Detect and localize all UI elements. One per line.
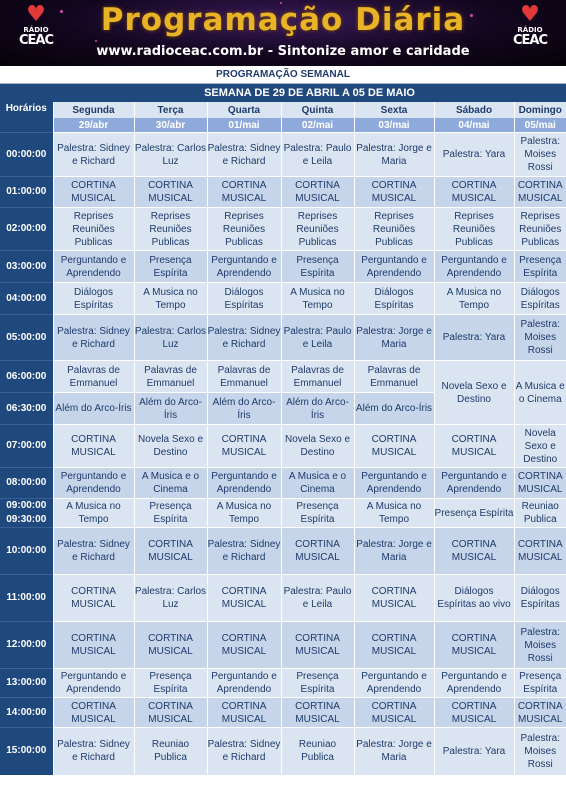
program-cell: Perguntando e Aprendendo [53,251,134,283]
program-cell: Diálogos Espíritas [354,283,434,315]
program-cell: Diálogos Espíritas [514,283,566,315]
program-cell: Palestra: Sidney e Richard [53,528,134,575]
program-cell: A Musica no Tempo [354,499,434,528]
program-cell: Reuniao Publica [514,499,566,528]
program-cell: A Musica no Tempo [281,283,354,315]
day-header: Domingo [514,102,566,118]
radio-logo-left: ♥ RÁDIO CEAC [16,4,56,62]
schedule-row [0,283,566,315]
program-cell: Palestra: Sidney e Richard [207,133,281,177]
program-cell: Palestra: Sidney e Richard [207,728,281,775]
time-label: 02:00:00 [6,223,47,234]
program-cell: Presença Espírita [134,251,207,283]
program-cell: Diálogos Espíritas [53,283,134,315]
time-slot [0,669,53,698]
time-slot [0,393,53,425]
program-cell: Perguntando e Aprendendo [207,251,281,283]
program-cell: Palestra: Carlos Luz [134,575,207,622]
program-cell: Palavras de Emmanuel [354,361,434,393]
program-cell: Perguntando e Aprendendo [354,468,434,499]
schedule-row [0,468,566,499]
header-banner [0,0,566,66]
schedule-row [0,528,566,575]
date-header: 05/mai [514,118,566,133]
program-cell: Além do Arco-Íris [354,393,434,425]
program-cell: Palestra: Sidney e Richard [207,528,281,575]
program-cell: Palestra: Paulo e Leila [281,133,354,177]
schedule-row [0,251,566,283]
program-cell: A Musica e o Cinema [514,361,566,425]
program-cell: CORTINA MUSICAL [354,622,434,669]
day-header: Sexta [354,102,434,118]
program-cell: Reprises Reuniões Publicas [207,208,281,251]
time-label: 11:00:00 [6,592,46,603]
time-slot [0,575,53,622]
week-label: SEMANA DE 29 DE ABRIL A 05 DE MAIO [53,84,566,102]
program-cell: Palestra: Sidney e Richard [53,728,134,775]
program-cell: Presença Espírita [281,499,354,528]
program-cell: Palestra: Carlos Luz [134,133,207,177]
program-cell: CORTINA MUSICAL [354,698,434,728]
program-cell: Palestra: Sidney e Richard [53,315,134,361]
program-cell: Reprises Reuniões Publicas [134,208,207,251]
time-slot [0,622,53,669]
heart-icon: ♥ [520,2,540,27]
program-cell: A Musica no Tempo [134,283,207,315]
schedule-row [0,669,566,698]
program-cell: Perguntando e Aprendendo [434,468,514,499]
schedule-row [0,698,566,728]
time-slot [0,468,53,499]
program-cell: Palavras de Emmanuel [281,361,354,393]
time-label: 06:30:00 [6,402,47,414]
time-label: 10:00:00 [6,545,47,556]
program-cell: Perguntando e Aprendendo [207,468,281,499]
program-cell: A Musica no Tempo [53,499,134,528]
program-cell: Além do Arco-Íris [53,393,134,425]
schedule-row [0,425,566,468]
program-cell: CORTINA MUSICAL [207,622,281,669]
day-header: Quarta [207,102,281,118]
program-cell: Novela Sexo e Destino [281,425,354,468]
program-cell: CORTINA MUSICAL [514,177,566,208]
time-slot [0,133,53,177]
program-cell: CORTINA MUSICAL [134,528,207,575]
program-cell: Palestra: Moises Rossi [514,133,566,177]
program-cell: Além do Arco-Íris [281,393,354,425]
program-cell: Perguntando e Aprendendo [354,669,434,698]
program-cell: Palestra: Yara [434,133,514,177]
time-slot [0,208,53,251]
time-label: 13:00:00 [6,677,47,688]
program-cell: Além do Arco-Íris [134,393,207,425]
day-header: Segunda [53,102,134,118]
program-cell: Além do Arco-Íris [207,393,281,425]
program-cell: Palestra: Yara [434,315,514,361]
program-cell: CORTINA MUSICAL [53,177,134,208]
program-cell: CORTINA MUSICAL [207,698,281,728]
day-header: Quinta [281,102,354,118]
program-cell: Presença Espírita [134,499,207,528]
section-title: PROGRAMAÇÃO SEMANAL [0,66,566,84]
program-cell: Diálogos Espíritas [207,283,281,315]
program-cell: Perguntando e Aprendendo [207,669,281,698]
heart-icon: ♥ [26,2,46,27]
program-cell: Palestra: Jorge e Maria [354,528,434,575]
program-cell: CORTINA MUSICAL [207,177,281,208]
time-label: 12:00:00 [6,639,47,650]
time-slot [0,315,53,361]
program-cell: Reprises Reuniões Publicas [514,208,566,251]
program-cell: CORTINA MUSICAL [434,622,514,669]
program-cell: Reprises Reuniões Publicas [53,208,134,251]
program-cell: Palestra: Sidney e Richard [53,133,134,177]
program-cell: Palestra: Sidney e Richard [207,315,281,361]
program-cell: CORTINA MUSICAL [434,177,514,208]
schedule-row [0,622,566,669]
program-cell: Perguntando e Aprendendo [53,669,134,698]
program-cell: Novela Sexo e Destino [134,425,207,468]
program-cell: Palestra: Paulo e Leila [281,315,354,361]
program-cell: CORTINA MUSICAL [354,425,434,468]
time-slot [0,698,53,728]
time-label: 00:00:00 [6,148,47,160]
time-slot [0,177,53,208]
schedule-table [0,84,566,775]
program-cell: CORTINA MUSICAL [434,425,514,468]
time-label: 08:00:00 [6,477,47,488]
program-cell: Palestra: Jorge e Maria [354,315,434,361]
program-cell: CORTINA MUSICAL [514,468,566,499]
program-cell: CORTINA MUSICAL [53,575,134,622]
time-label: 15:00:00 [6,745,47,757]
page-title: Programação Diária [100,2,466,38]
program-cell: Presença Espírita [434,499,514,528]
program-cell: CORTINA MUSICAL [434,698,514,728]
program-cell: CORTINA MUSICAL [281,177,354,208]
time-slot [0,728,53,775]
program-cell: Reuniao Publica [281,728,354,775]
program-cell: CORTINA MUSICAL [281,622,354,669]
program-cell: Perguntando e Aprendendo [434,251,514,283]
program-cell: Presença Espírita [514,669,566,698]
site-tagline: www.radioceac.com.br - Sintonize amor e caridade [96,44,470,59]
time-slot [0,361,53,393]
program-cell: CORTINA MUSICAL [514,698,566,728]
time-slot [0,425,53,468]
schedule-row [0,208,566,251]
program-cell: Reprises Reuniões Publicas [434,208,514,251]
program-cell: A Musica e o Cinema [281,468,354,499]
program-cell: CORTINA MUSICAL [281,528,354,575]
program-cell: Reuniao Publica [134,728,207,775]
date-header: 30/abr [134,118,207,133]
program-cell: Palavras de Emmanuel [134,361,207,393]
program-cell: CORTINA MUSICAL [53,622,134,669]
date-header: 04/mai [434,118,514,133]
program-cell: Palavras de Emmanuel [207,361,281,393]
program-cell: Palestra: Paulo e Leila [281,575,354,622]
program-cell: Presença Espírita [281,669,354,698]
program-cell: Palestra: Yara [434,728,514,775]
program-cell: Perguntando e Aprendendo [434,669,514,698]
program-cell: CORTINA MUSICAL [281,698,354,728]
time-label: 04:00:00 [6,292,47,304]
time-slot [0,283,53,315]
program-cell: CORTINA MUSICAL [354,177,434,208]
day-header: Terça [134,102,207,118]
time-label: 14:00:00 [6,706,47,718]
program-cell: CORTINA MUSICAL [134,622,207,669]
program-cell: CORTINA MUSICAL [354,575,434,622]
program-cell: Palavras de Emmanuel [53,361,134,393]
program-cell: Palestra: Carlos Luz [134,315,207,361]
program-cell: Presença Espírita [514,251,566,283]
program-cell: CORTINA MUSICAL [134,177,207,208]
time-label: 05:00:00 [6,331,47,343]
program-cell: Novela Sexo e Destino [514,425,566,468]
program-cell: CORTINA MUSICAL [134,698,207,728]
date-header: 01/mai [207,118,281,133]
program-cell: Diálogos Espíritas ao vivo [434,575,514,622]
date-header: 03/mai [354,118,434,133]
time-label: 01:00:00 [6,186,47,197]
program-cell: CORTINA MUSICAL [514,528,566,575]
time-slot [0,251,53,283]
program-cell: Reprises Reuniões Publicas [354,208,434,251]
program-cell: A Musica e o Cinema [134,468,207,499]
program-cell: CORTINA MUSICAL [207,575,281,622]
time-label: 03:00:00 [6,260,47,272]
schedule-row [0,315,566,361]
day-header: Sábado [434,102,514,118]
schedule-row [0,575,566,622]
date-header: 02/mai [281,118,354,133]
time-label: 06:00:00 [6,370,47,382]
program-cell: Palestra: Jorge e Maria [354,133,434,177]
program-cell: A Musica no Tempo [207,499,281,528]
program-cell: Diálogos Espíritas [514,575,566,622]
time-label: 09:00:00 [6,500,47,511]
program-cell: CORTINA MUSICAL [434,528,514,575]
schedule-row [0,133,566,177]
time-slot [0,528,53,575]
program-cell: A Musica no Tempo [434,283,514,315]
program-cell: Palestra: Moises Rossi [514,622,566,669]
program-cell: Presença Espírita [281,251,354,283]
schedule-row [0,177,566,208]
time-slot [0,499,53,528]
radio-logo-right: ♥ RÁDIO CEAC [510,4,550,62]
program-cell: Presença Espírita [134,669,207,698]
time-label: 09:30:00 [6,514,47,525]
program-cell: Perguntando e Aprendendo [354,251,434,283]
schedule-row [0,728,566,775]
time-label: 07:00:00 [6,440,47,451]
schedule-row [0,499,566,528]
program-cell: Novela Sexo e Destino [434,361,514,425]
program-cell: Perguntando e Aprendendo [53,468,134,499]
schedule-row [0,361,566,393]
hours-header: Horários [0,84,53,133]
program-cell: CORTINA MUSICAL [53,698,134,728]
program-cell: CORTINA MUSICAL [53,425,134,468]
program-cell: Palestra: Moises Rossi [514,315,566,361]
date-header: 29/abr [53,118,134,133]
program-cell: CORTINA MUSICAL [207,425,281,468]
program-cell: Palestra: Moises Rossi [514,728,566,775]
program-cell: Palestra: Jorge e Maria [354,728,434,775]
program-cell: Reprises Reuniões Publicas [281,208,354,251]
